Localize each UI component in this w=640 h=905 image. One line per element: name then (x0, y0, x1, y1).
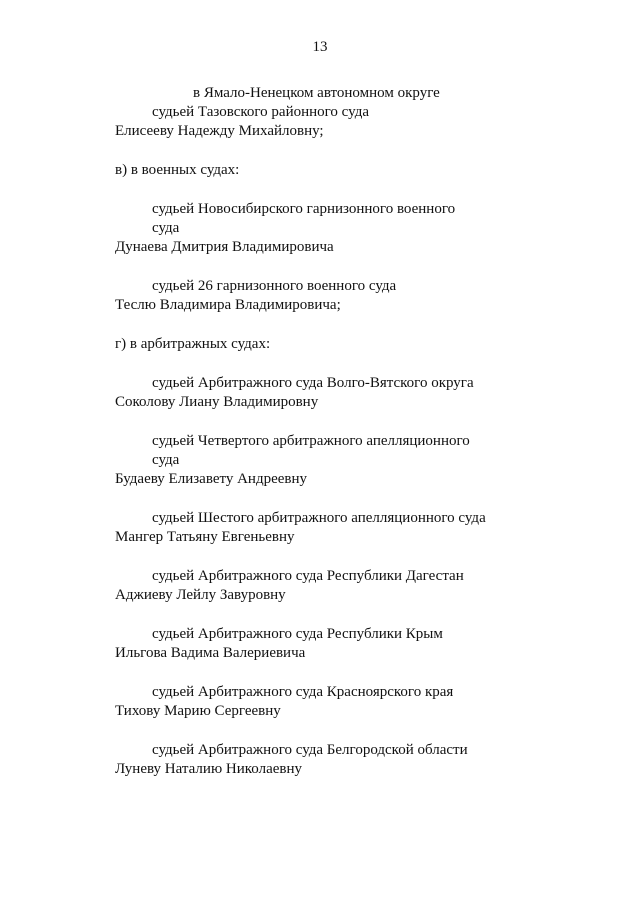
court-position: судьей 26 гарнизонного военного суда (152, 278, 397, 294)
appointee-name: Тихову Марию Сергеевну (115, 703, 281, 719)
court-position: судьей Тазовского районного суда (152, 104, 369, 120)
appointee-name: Елисееву Надежду Михайловну; (115, 123, 324, 139)
page-number: 13 (312, 39, 328, 55)
court-position-cont: суда (152, 220, 180, 236)
appointee-name: Ильгова Вадима Валериевича (115, 645, 306, 661)
appointee-name: Мангер Татьяну Евгеньевну (115, 529, 295, 545)
region-heading: в Ямало-Ненецком автономном округе (193, 85, 440, 101)
appointee-name: Луневу Наталию Николаевну (115, 761, 303, 777)
court-position: судьей Четвертого арбитражного апелляционного (152, 433, 470, 449)
appointee-name: Соколову Лиану Владимировну (115, 394, 319, 410)
section-heading: г) в арбитражных судах: (115, 336, 271, 352)
court-position: судьей Арбитражного суда Республики Крым (152, 626, 443, 642)
appointee-name: Дунаева Дмитрия Владимировича (115, 239, 334, 255)
court-position: судьей Арбитражного суда Республики Дагестан (152, 568, 464, 584)
section-heading: в) в военных судах: (115, 162, 240, 178)
appointee-name: Будаеву Елизавету Андреевну (115, 471, 307, 487)
court-position: судьей Арбитражного суда Красноярского края (152, 684, 454, 700)
court-position-cont: суда (152, 452, 180, 468)
court-position: судьей Арбитражного суда Белгородской области (152, 742, 468, 758)
court-position: судьей Шестого арбитражного апелляционного суда (152, 510, 486, 526)
court-position: судьей Новосибирского гарнизонного военного (152, 201, 456, 217)
appointee-name: Теслю Владимира Владимировича; (115, 297, 341, 313)
appointee-name: Аджиеву Лейлу Завуровну (115, 587, 286, 603)
court-position: судьей Арбитражного суда Волго-Вятского округа (152, 375, 474, 391)
